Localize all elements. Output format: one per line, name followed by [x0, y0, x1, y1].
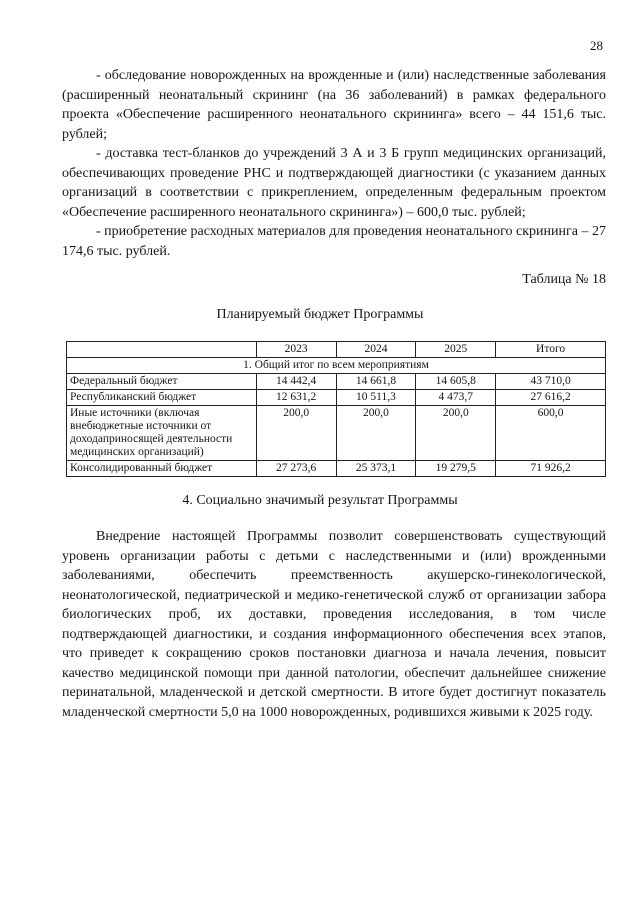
table-cell: 19 279,5 [416, 461, 496, 477]
table-cell: Консолидированный бюджет [67, 461, 257, 477]
table-cell: 27 273,6 [256, 461, 336, 477]
table-cell: 200,0 [416, 406, 496, 461]
table-header-cell: 2023 [256, 342, 336, 358]
table-cell: 27 616,2 [496, 390, 606, 406]
table-cell: 12 631,2 [256, 390, 336, 406]
table-cell: 14 661,8 [336, 374, 416, 390]
table-cell: 14 442,4 [256, 374, 336, 390]
table-cell: 4 473,7 [416, 390, 496, 406]
table-cell: Республиканский бюджет [67, 390, 257, 406]
table-header-cell: 2025 [416, 342, 496, 358]
table-cell: Иные источники (включая внебюджетные источники от доходаприносящей деятельности медицинских организаций) [67, 406, 257, 461]
table-row [67, 406, 606, 461]
table-group-row [67, 358, 606, 374]
table-label: Таблица № 18 [522, 272, 606, 287]
table-title: Планируемый бюджет Программы [216, 307, 424, 322]
paragraph-materials: - приобретение расходных материалов для проведения неонатального скрининга – 27 174,6 тыс. рублей. [62, 224, 606, 259]
paragraph-delivery: - доставка тест-бланков до учреждений 3 А и 3 Б групп медицинских организаций, обеспечивающих проведение РНС и подтверждающей диагностики (с указанием данных организаций в соответствии с прикреплением, определенным федеральным проектом «Обеспечение расширенного неонатального скрининга») – 600,0 тыс. рублей; [62, 146, 606, 220]
table-cell: Федеральный бюджет [67, 374, 257, 390]
page-number: 28 [590, 38, 603, 53]
table-header-row [67, 342, 606, 358]
table-cell: 14 605,8 [416, 374, 496, 390]
table-group-cell: 1. Общий итог по всем мероприятиям [67, 358, 606, 374]
table-row [67, 390, 606, 406]
table-cell: 10 511,3 [336, 390, 416, 406]
table-row [67, 461, 606, 477]
paragraph-screening: - обследование новорожденных на врожденные и (или) наследственные заболевания (расширенный неонатальный скрининг (на 36 заболеваний) в рамках федерального проекта «Обеспечение расширенного неонатального скрининга» всего – 44 151,6 тыс. рублей; [62, 68, 606, 142]
table-cell: 200,0 [336, 406, 416, 461]
table-cell: 600,0 [496, 406, 606, 461]
table-header-cell: 2024 [336, 342, 416, 358]
table-header-cell: Итого [496, 342, 606, 358]
table-header-cell [67, 342, 257, 358]
budget-table [66, 341, 606, 477]
table-cell: 71 926,2 [496, 461, 606, 477]
table-row [67, 374, 606, 390]
table-cell: 43 710,0 [496, 374, 606, 390]
table-cell: 25 373,1 [336, 461, 416, 477]
section-paragraph: Внедрение настоящей Программы позволит совершенствовать существующий уровень организации работы с детьми с наследственными и (или) врожденными заболеваниями, обеспечить преемственность акушерско-гинекологической, неонатологической, педиатрической и медико-генетической служб от организации забора биологических проб, их доставки, проведения исследования, в том числе подтверждающей диагностики, и создания информационного обеспечения всех этапов, что приведет к сокращению сроков постановки диагноза и начала лечения, повысит качество медицинской помощи при данной патологии, обеспечит дальнейшее снижение перинатальной, младенческой и детской смертности. В итоге будет достигнут показатель младенческой смертности 5,0 на 1000 новорожденных, родившихся живыми к 2025 году. [62, 529, 606, 720]
table-cell: 200,0 [256, 406, 336, 461]
section-heading: 4. Социально значимый результат Программы [182, 493, 458, 508]
